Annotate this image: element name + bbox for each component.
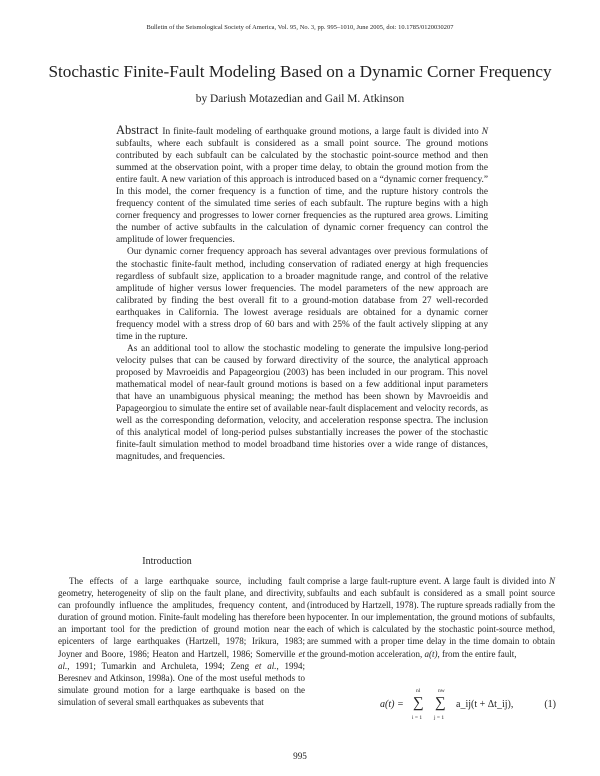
right-text-c: , from the entire fault,: [437, 648, 517, 659]
right-var-n: N: [548, 576, 555, 586]
abstract: [116, 124, 488, 463]
intro-etal-2: et al.: [254, 660, 277, 671]
section-heading-introduction: Introduction: [142, 556, 192, 567]
abstract-paragraph-1: [116, 124, 488, 246]
equation-1: [380, 690, 560, 726]
sum1-lower-limit: i = 1: [412, 715, 423, 721]
paper-title: Stochastic Finite-Fault Modeling Based on a Dynamic Corner Frequency: [48, 62, 552, 81]
abstract-paragraph-3: As an additional tool to allow the stochastic modeling to generate the impulsive long-period velocity pulses that can be caused by forward directivity of the source, the analytical approach proposed by Mavroeidis and Papageorgiou (2003) has been included in our program. This novel mathematical model of near-fault ground motions is based on a few additional input parameters that have an unambiguous physical meaning; the method has been shown by Mavroeidis and Papageorgiou to simulate the entire set of available near-fault displacement and velocity records, as well as the corresponding deformation, velocity, and acceleration response spectra. The inclusion of this analytical model of long-period pulses substantially increases the power of the stochastic finite-fault simulation method to model broadband time histories over a wide range of distances, magnitudes, and frequencies.: [116, 343, 488, 463]
right-text-a: comprise a large fault-rupture event. A large fault is divided into: [307, 576, 549, 586]
page-number: 995: [293, 751, 307, 761]
sum1-upper-limit: nl: [416, 688, 421, 694]
sum2-sigma: ∑: [435, 695, 446, 711]
intro-etal-1: et al.: [58, 648, 305, 671]
right-text-b: subfaults and each subfault is considered as a small point source (introduced by Hartzell, 1978). The rupture spreads radially from the hypocenter. In our implementation, the ground motions of subfaults, each of which is calculated by the stochastic point-source method, are summed with a proper time delay in the time domain to obtain the ground-motion acceleration,: [307, 588, 556, 659]
running-head: Bulletin of the Seismological Society of America, Vol. 95, No. 3, pp. 995–1010, June 2005, doi: 10.1785/0120030207: [146, 24, 454, 31]
equation-number: (1): [544, 699, 556, 710]
intro-text-a: The effects of a large earthquake source, including fault geometry, heterogeneity of slip on the fault plane, and directivity, can profoundly influence the amplitudes, frequency content, and duration of ground motion. Finite-fault modeling has therefore been an important tool for the prediction of ground motion near the epicenters of large earthquakes (Hartzell, 1978; Irikura, 1983; Joyner and Boore, 1986; Heaton and Hartzell, 1986; Somerville: [58, 576, 305, 659]
abstract-label: Abstract: [116, 123, 159, 137]
sum2-lower-limit: j = 1: [434, 715, 445, 721]
abstract-text-1a: In finite-fault modeling of earthquake ground motions, a large fault is divided into: [162, 127, 482, 137]
abstract-text-1b: subfaults, where each subfault is considered as a small point source. The ground motions contributed by each subfault can be calculated by the stochastic point-source method and then summed at the observation point, with a proper time delay, to obtain the ground motion from the entire fault. A new variation of this approach is introduced based on a “dynamic corner frequency.” In this model, the corner frequency is a function of time, and the rupture history controls the frequency content of the simulated time series of each subfault. The rupture begins with a high corner frequency and progresses to lower corner frequencies as the ruptured area grows. Limiting the number of active subfaults in the calculation of dynamic corner frequency can control the amplitude of lower frequencies.: [116, 139, 488, 246]
equation-lhs: a(t) =: [380, 699, 404, 710]
sum1-sigma: ∑: [413, 695, 424, 711]
right-var-at: a(t): [424, 648, 438, 659]
sum2-upper-limit: nw: [438, 688, 445, 694]
intro-paragraph-1: [58, 575, 305, 708]
right-paragraph-1: [307, 575, 555, 660]
authors: by Dariush Motazedian and Gail M. Atkinson: [195, 93, 405, 105]
abstract-paragraph-2: Our dynamic corner frequency approach has several advantages over previous formulations of the stochastic finite-fault method, including conservation of radiated energy at high frequencies regardless of subfault size, application to a broader magnitude range, and control of the relative amplitude of higher versus lower frequencies. The model parameters of the new approach are calibrated by finding the best overall fit to a ground-motion database from 27 well-recorded earthquakes in California. The lowest average residuals are obtained for a dynamic corner frequency model with a stress drop of 60 bars and with 25% of the fault actively slipping at any time in the rupture.: [116, 247, 488, 342]
equation-term: a_ij(t + Δt_ij),: [456, 699, 514, 710]
abstract-var-n: N: [481, 127, 488, 137]
intro-text-b: , 1991; Tumarkin and Archuleta, 1994; Zeng: [67, 660, 255, 671]
left-column: [58, 575, 305, 708]
right-column: [307, 575, 555, 660]
intro-text-c: , 1994; Beresnev and Atkinson, 1998a). One of the most useful methods to simulate ground motion for a large earthquake is based on the simulation of several small earthquakes as subevents that: [58, 660, 306, 707]
